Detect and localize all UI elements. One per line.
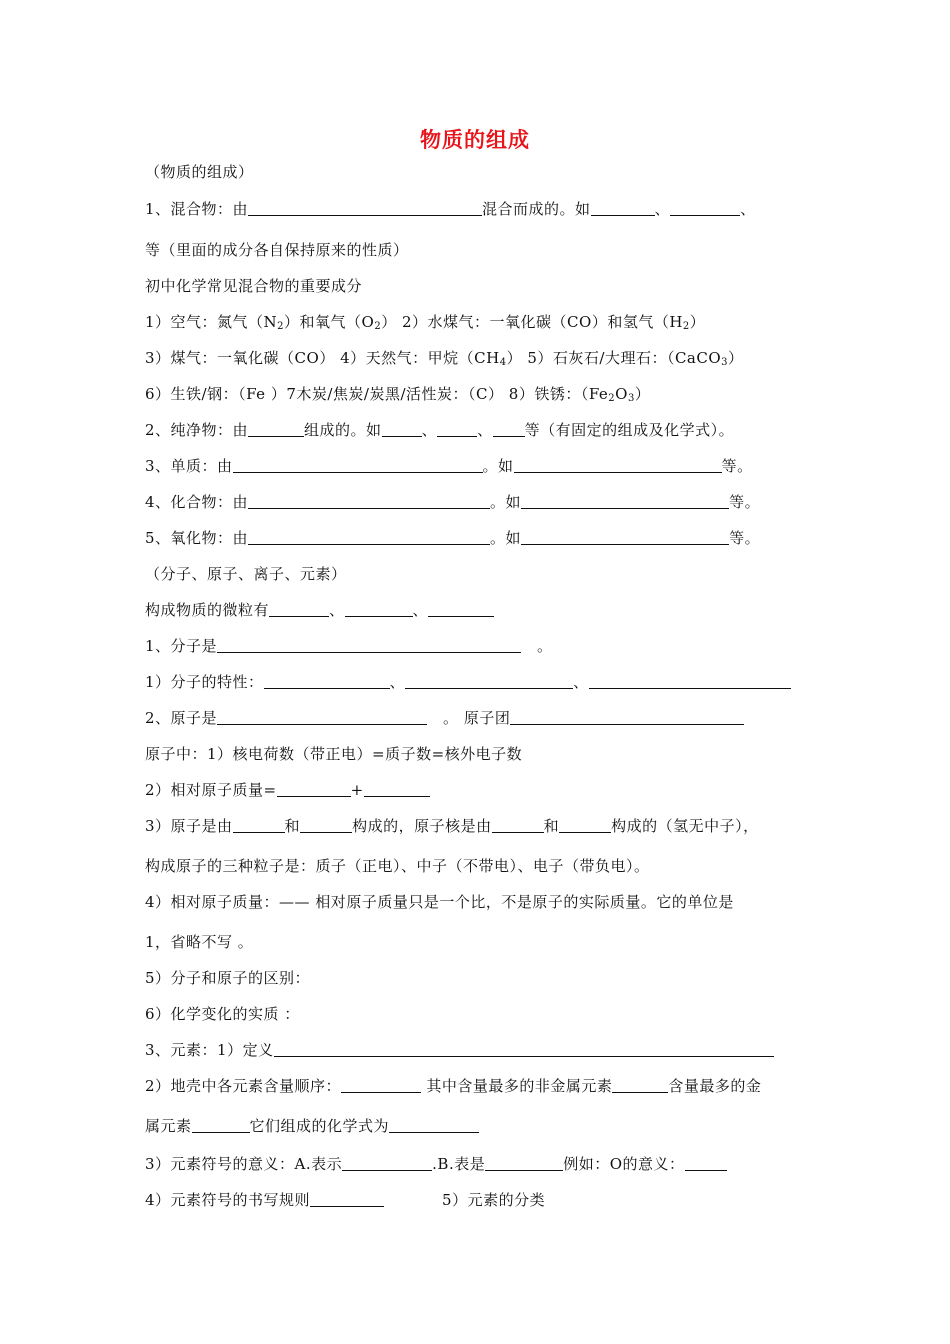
chemical-change-essence-line: 6）化学变化的实质 ：: [145, 1005, 300, 1023]
molecule-property-blank-2[interactable]: [405, 672, 573, 689]
element-substance-blank[interactable]: [233, 456, 483, 473]
pure-example-blank-2[interactable]: [437, 420, 477, 437]
atom-definition-blank[interactable]: [217, 708, 427, 725]
relative-atomic-mass-line: 2）相对原子质量= +: [145, 780, 430, 800]
oxide-example-blank[interactable]: [521, 528, 729, 545]
molecule-property-blank-3[interactable]: [589, 672, 791, 689]
element-substance-example-blank[interactable]: [514, 456, 722, 473]
mixture-components-3: 6）生铁/钢：（Fe ）7木炭/焦炭/炭黑/活性炭：（C） 8）铁锈：$(Fe_2O_3)$: [145, 385, 651, 404]
page-title: 物质的组成: [420, 127, 530, 152]
ram-blank-1[interactable]: [277, 780, 351, 797]
pure-example-blank-1[interactable]: [382, 420, 422, 437]
compound-line: 4、化合物：由 。如 等。: [145, 493, 761, 511]
nucleus-composition-blank-1[interactable]: [492, 816, 544, 833]
three-particles-line: 构成原子的三种粒子是：质子（正电）、中子（不带电）、电子（带负电）。: [145, 857, 650, 875]
mixture-components-2: 3）煤气：一氧化碳（CO） 4）天然气：甲烷$(CH_4)$ 5）石灰石/大理石：（CaCO$_3$）: [145, 349, 744, 368]
symbol-meaning-b-blank[interactable]: [485, 1154, 563, 1171]
atomic-group-blank[interactable]: [510, 708, 744, 725]
mixture-blank[interactable]: [248, 199, 482, 216]
particle-blank-3[interactable]: [428, 600, 494, 617]
atom-definition-line: 2、原子是 。 原子团: [145, 708, 744, 728]
pure-example-blank-3[interactable]: [493, 420, 525, 437]
crust-elements-line-2: 属元素 它们组成的化学式为: [145, 1116, 479, 1136]
mixture-example-blank-1[interactable]: [591, 199, 655, 216]
metal-blank[interactable]: [192, 1116, 250, 1133]
mixture-line: 1、混合物：由 混合而成的。如 、 、: [145, 200, 756, 218]
compound-example-blank[interactable]: [521, 492, 729, 509]
atom-composition-blank-2[interactable]: [300, 816, 352, 833]
atom-composition-line: 3）原子是由 和 构成的，原子核是由 和 构成的（氢无中子），: [145, 817, 759, 835]
molecule-definition-line: 1、分子是 。: [145, 637, 553, 655]
molecule-properties-line: 1）分子的特性： 、 、: [145, 672, 791, 692]
relative-mass-note-line: 4）相对原子质量：—— 相对原子质量只是一个比，不是原子的实际质量。它的单位是: [145, 893, 734, 911]
particle-blank-1[interactable]: [269, 600, 329, 617]
ram-blank-2[interactable]: [364, 780, 430, 797]
element-substance-line: 3、单质：由 。如 等。: [145, 457, 753, 475]
crust-order-blank[interactable]: [341, 1076, 421, 1093]
particles-line: 构成物质的微粒有 、 、: [145, 600, 494, 620]
relative-mass-unit-line: 1，省略不写 。: [145, 933, 254, 951]
nonmetal-blank[interactable]: [612, 1076, 668, 1093]
molecule-property-blank-1[interactable]: [264, 672, 390, 689]
common-mixtures-title: 初中化学常见混合物的重要成分: [145, 277, 363, 295]
compound-blank[interactable]: [248, 492, 490, 509]
molecule-atom-difference-line: 5）分子和原子的区别：: [145, 969, 311, 987]
oxide-blank[interactable]: [248, 528, 490, 545]
mixture-example-blank-2[interactable]: [670, 199, 740, 216]
pure-substance-line: 2、纯净物：由 组成的。如 、 、 等（有固定的组成及化学式）。: [145, 421, 735, 439]
formula-blank[interactable]: [389, 1116, 479, 1133]
symbol-rule-blank[interactable]: [310, 1190, 384, 1207]
atom-composition-blank-1[interactable]: [233, 816, 285, 833]
nucleus-composition-blank-2[interactable]: [559, 816, 611, 833]
element-symbol-meaning-line: 3）元素符号的意义：A.表示 .B.表是 例如：O的意义：: [145, 1154, 727, 1174]
atom-charge-line: 原子中：1）核电荷数（带正电）=质子数=核外电子数: [145, 745, 523, 763]
pure-blank[interactable]: [248, 420, 304, 437]
section-header-composition: （物质的组成）: [145, 163, 254, 181]
particle-blank-2[interactable]: [345, 600, 413, 617]
mixture-line-2: 等（里面的成分各自保持原来的性质）: [145, 241, 409, 259]
molecule-definition-blank[interactable]: [217, 636, 521, 653]
symbol-meaning-a-blank[interactable]: [342, 1154, 432, 1171]
crust-elements-line: 2）地壳中各元素含量顺序： 其中含量最多的非金属元素 含量最多的金: [145, 1077, 762, 1095]
section-header-particles: （分子、原子、离子、元素）: [145, 565, 347, 583]
element-symbol-rules-line: 4）元素符号的书写规则 5）元素的分类: [145, 1191, 546, 1209]
element-definition-line: 3、元素：1）定义: [145, 1040, 774, 1060]
element-definition-blank[interactable]: [274, 1040, 774, 1057]
oxide-line: 5、氧化物：由 。如 等。: [145, 529, 761, 547]
oxygen-meaning-blank[interactable]: [685, 1154, 727, 1171]
mixture-components-1: 1）空气：氮气$(N_2)$和氧气$(O_2)$ 2）水煤气：一氧化碳（CO）和氢气$(H_2)$: [145, 313, 706, 332]
